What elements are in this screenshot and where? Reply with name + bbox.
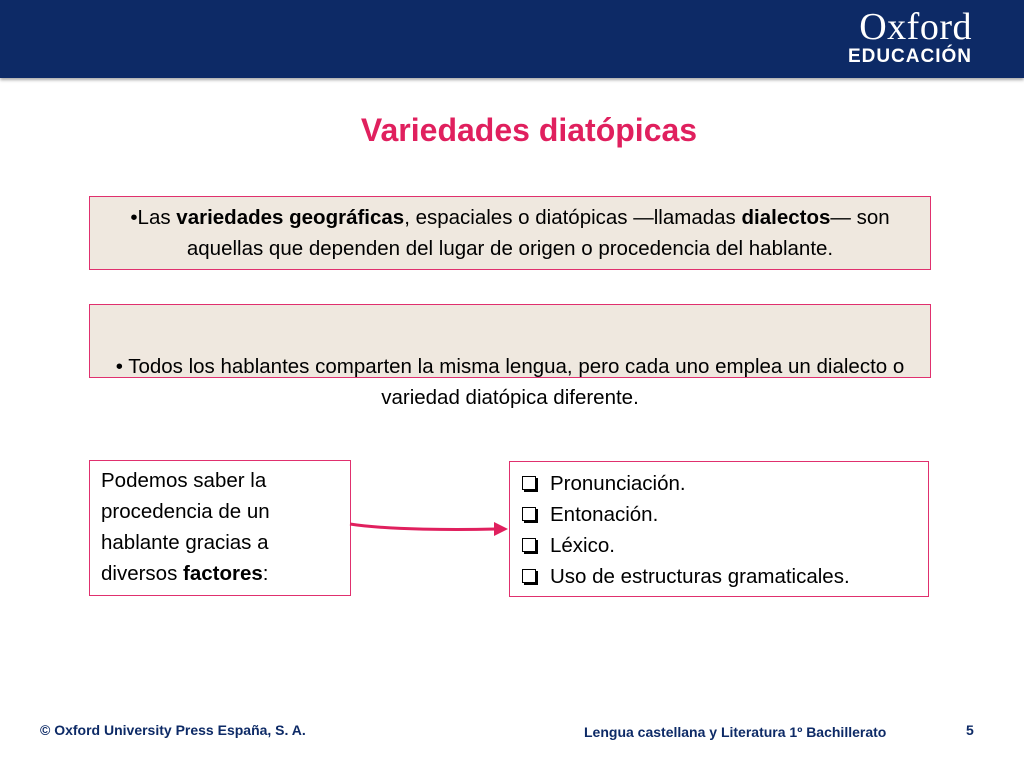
footer-copyright: © Oxford University Press España, S. A. <box>40 722 306 738</box>
factor-label: Léxico. <box>550 534 615 557</box>
arrow-right-icon <box>348 510 512 542</box>
factor-label: Pronunciación. <box>550 472 686 495</box>
factor-label: Entonación. <box>550 503 659 526</box>
definition-bold-2: dialectos <box>741 206 831 229</box>
bullet: • <box>130 206 138 229</box>
factors-intro-text <box>101 465 311 589</box>
oxford-logo <box>848 8 972 68</box>
factor-item <box>522 561 928 592</box>
definition-text-2: , espaciales o diatópicas —llamadas <box>404 206 742 229</box>
factors-intro-bold: factores <box>183 562 263 585</box>
checkbox-icon <box>522 476 536 490</box>
factors-intro-colon: : <box>262 562 269 585</box>
speakers-text: • Todos los hablantes comparten la misma lengua, pero cada uno emplea un dialecto o variedad diatópica diferente. <box>115 355 905 409</box>
definition-text-1: Las <box>137 206 177 229</box>
factor-item <box>522 530 928 561</box>
definition-bold-1: variedades geográficas <box>176 206 405 229</box>
header-bar <box>0 0 1024 78</box>
definition-box <box>89 196 931 270</box>
logo-sub: EDUCACIÓN <box>847 46 972 67</box>
slide-title: Variedades diatópicas <box>360 112 698 148</box>
factor-item <box>522 499 928 530</box>
definition-text-3: — son aquellas que dependen del lugar de origen o procedencia del hablante. <box>186 206 890 260</box>
factors-intro-plain: Podemos saber la procedencia de un hablante gracias a diversos <box>101 469 270 585</box>
checkbox-icon <box>522 569 536 583</box>
factor-label: Uso de estructuras gramaticales. <box>550 565 850 588</box>
footer-course: Lengua castellana y Literatura 1º Bachillerato <box>584 724 887 740</box>
logo-brand: Oxford <box>859 6 972 48</box>
checkbox-icon <box>522 507 536 521</box>
page-number: 5 <box>966 722 974 738</box>
checkbox-icon <box>522 538 536 552</box>
factors-list-box <box>509 461 929 597</box>
factor-item <box>522 468 928 499</box>
